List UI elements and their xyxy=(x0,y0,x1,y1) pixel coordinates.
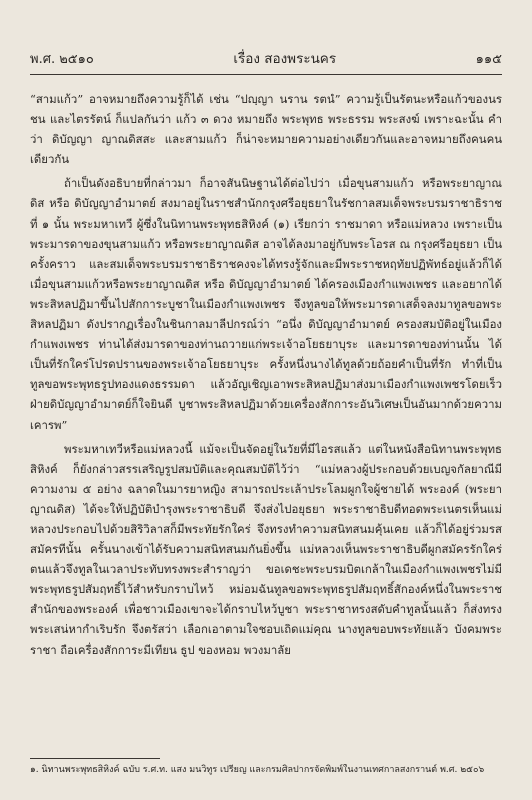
paragraph-1: “สามแก้ว” อาจหมายถึงความรู้ก็ได้ เช่น “ปญฺญา นราน รตนํ” ความรู้เป็นรัตนะหรือแก้วของนรชน และไตรรัตน์ ก็แปลกันว่า แก้ว ๓ ดวง หมายถึง พระพุทธ พระธรรม พระสงฆ์ เพราะฉะนั้น คำว่า ดิบัญญา ญาณดิสสะ และสามแก้ว ก็น่าจะหมายความอย่างเดียวกันและอาจหมายถึงคนคนเดียวกัน xyxy=(30,92,502,167)
header-title: เรื่อง สองพระนคร xyxy=(233,51,337,67)
page-number: ๑๑๕ xyxy=(475,51,502,67)
header-year: พ.ศ. ๒๕๑๐ xyxy=(30,51,94,67)
paragraph-2: ถ้าเป็นดังอธิบายที่กล่าวมา ก็อาจสันนิษฐานได้ต่อไปว่า เมื่อขุนสามแก้ว หรือพระยาญาณดิส หรือ ดิบัญญาอำมาตย์ สงมาอยู่ในราชสำนักกรุงศรีอยุธยาในรัชกาลสมเด็จพระบรมราชาธิราชที่ ๑ นั้น พระมหาเทวี ผู้ซึ่งในนิทานพระพุทธสิหิงค์ (๑) เรียกว่า ราชมาดา หรือแม่หลวง เพราะเป็นพระมารดาของขุนสามแก้ว หรือพระยาญาณดิส อาจได้ลงมาอยู่กับพระโอรส ณ กรุงศรีอยุธยา เป็นครั้งคราว และสมเด็จพระบรมราชาธิราชคงจะได้ทรงรู้จักและมีพระราชหฤทัยปฏิพัทธ์อยู่แล้วก็ได้ เมื่อขุนสามแก้วหรือพระยาญาณดิส หรือ ดิบัญญาอำมาตย์ ได้ครองเมืองกำแพงเพชร และอยากได้พระสิหลปฏิมาขึ้นไปสักการะบูชาในเมืองกำแพงเพชร จึงทูลขอให้พระมารดาเสด็จลงมาทูลขอพระสิหลปฏิมา ดังปรากฏเรื่องในชินกาลมาลีปกรณ์ว่า “อนึ่ง ดิบัญญาอำมาตย์ ครองสมบัติอยู่ในเมืองกำแพงเพชร ท่านได้ส่งมารดาของท่านถวายแก่พระเจ้าอโยธยาบุระ และมารดาของท่านนั้น ได้เป็นที่รักใคร่โปรดปรานของพระเจ้าอโยธยาบุระ ครั้งหนึ่งนางได้ทูลด้วยถ้อยคำเป็นที่รัก ทำที่เป็นทูลขอพระพุทธรูปทองแดงธรรมดา แล้วอัญเชิญเอาพระสิหลปฏิมาส่งมาเมืองกำแพงเพชรโดยเร็ว ฝ่ายดิบัญญาอำมาตย์ก็ใจยินดี บูชาพระสิหลปฏิมาด้วยเครื่องสักการะอันวิเศษเป็นอันมากด้วยความเคารพ” xyxy=(30,176,502,432)
footnote: ๑. นิทานพระพุทธสิหิงค์ ฉบับ ร.ศ.ท. แสง มนวิทูร เปรียญ และกรมศิลปากรจัดพิมพ์ในงานเทศกาลสงกรานต์ พ.ศ. ๒๕๐๖ xyxy=(30,765,485,775)
running-header xyxy=(30,48,502,68)
footnote-rule xyxy=(30,758,160,759)
paragraph-3: พระมหาเทวีหรือแม่หลวงนี้ แม้จะเป็นจัดอยู่ในวัยที่มีไอรสแล้ว แต่ในหนังสือนิทานพระพุทธสิหิงค์ ก็ยังกล่าวสรรเสริญรูปสมบัติและคุณสมบัติไว้ว่า “แม่หลวงผู้ประกอบด้วยเบญจกัลยาณีมีความงาม ๕ อย่าง ฉลาดในมารยาหญิง สามารถประเล้าประโลมผูกใจผู้ชายได้ พระองค์ (พระยาญาณดิส) ได้จะให้ปฏิบัติบำรุงพระราชาธิบดี จึงส่งไปอยุธยา พระราชาธิบดีทอดพระเนตรเห็นแม่หลวงประกอบไปด้วยสิริวิลาสก็มีพระทัยรักใคร่ จึงทรงทำความสนิทสนมคุ้นเคย แล้วก็ได้อยู่ร่วมรสสมัครทีนั้น ครั้นนางเข้าได้รับความสนิทสนมกันยิ่งขึ้น แม่หลวงเห็นพระราชาธิบดีผูกสมัครรักใคร่ตนแล้วจึงทูลในเวลาประทับทรงพระสำราญว่า ขอเดชะพระบรมบิตเกล้าในเมืองกำแพงเพชรไม่มีพระพุทธรูปสัมฤทธิ์ไว้สำหรับกราบไหว้ หม่อมฉันทูลขอพระพุทธรูปสัมฤทธิ์สักองค์หนึ่งในพระราชสำนักของพระองค์ เพื่อชาวเมืองเขาจะได้กราบไหว้บูชา พระราชาทรงสดับคำทูลนั้นแล้ว ก็ส่งทรงพระเสน่หากำเริบรัก จึงตรัสว่า เลือกเอาตามใจชอบเถิดแม่คุณ นางทูลขอบพระทัยแล้ว บังคมพระราชา ถือเครื่องสักการะมีเทียน ธูป ของหอม พวงมาลัย xyxy=(30,441,502,657)
body-text xyxy=(30,89,502,664)
header-rule xyxy=(30,74,502,75)
